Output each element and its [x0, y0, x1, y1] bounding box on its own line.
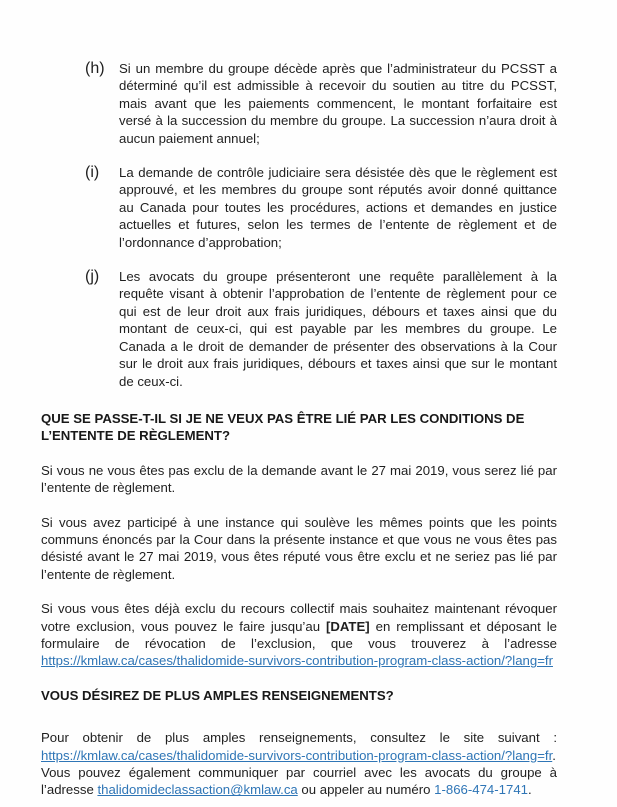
revocation-text-after-date: en remplissant et déposant le formulaire de révocation de l’exclusion, que vous trouverez à l’adresse: [41, 618, 557, 651]
revocation-form-website-link[interactable]: https://kmlaw.ca/cases/thalidomide-survivors-contribution-program-class-action/?lang=fr: [41, 653, 553, 669]
class-counsel-email-link[interactable]: thalidomideclassaction@kmlaw.ca: [97, 782, 298, 798]
clause-j: [41, 268, 557, 390]
revocation-text-before-date: Si vous vous êtes déjà exclu du recours collectif mais souhaitez maintenant révoquer votre exclusion, vous pouvez le faire jusqu’au: [41, 601, 557, 634]
more-info-text-end: .: [528, 782, 532, 798]
settlement-website-link[interactable]: https://kmlaw.ca/cases/thalidomide-survivors-contribution-program-class-action/?lang=fr: [41, 747, 553, 763]
paragraph-bound-by-settlement: Si vous ne vous êtes pas exclu de la demande avant le 27 mai 2019, vous serez lié par l’entente de règlement.: [41, 462, 557, 496]
clause-h-text: Si un membre du groupe décède après que l’administrateur du PCSST a déterminé qu’il est admissible à recevoir du soutien au titre du PCSST, mais avant que les paiements commencent, le montant forfaitaire est versé à la succession du membre du groupe. La succession n’aura droit à aucun paiement annuel;: [119, 61, 557, 146]
paragraph-more-info: [41, 729, 557, 799]
more-info-text-after-email: ou appeler au numéro: [297, 782, 435, 798]
more-info-text-intro: Pour obtenir de plus amples renseignements, consultez le site suivant :: [41, 730, 557, 746]
paragraph-revocation: [41, 600, 557, 670]
paragraph-parallel-proceeding: Si vous avez participé à une instance qui soulève les mêmes points que les points communs énoncés par la Cour dans la présente instance et que vous ne vous êtes pas désisté avant le 27 mai 2019, vous êtes réputé vous être exclu et ne seriez pas lié par l’entente de règlement.: [41, 514, 557, 582]
clause-h: [41, 60, 557, 147]
phone-number[interactable]: 1-866-474-1741: [434, 782, 528, 798]
date-placeholder: [DATE]: [325, 618, 370, 634]
more-info-text-after-link: . Vous pouvez également communiquer par courriel avec les avocats du groupe à l’adresse: [41, 747, 557, 798]
clause-j-text: Les avocats du groupe présenteront une requête parallèlement à la requête visant à obtenir l’approbation de l’entente de règlement pour ce qui est de leur droit aux frais juridiques, débours et taxes ainsi que du montant de ceux-ci, qui est payable par les membres du groupe. Le Canada a le droit de demander de présenter des observations à la Cour sur le droit aux frais juridiques, débours et taxes ainsi que sur le montant de ceux-ci.: [119, 269, 557, 389]
heading-opt-out: QUE SE PASSE-T-IL SI JE NE VEUX PAS ÊTRE LIÉ PAR LES CONDITIONS DE L’ENTENTE DE RÈGLEMENT?: [41, 410, 525, 444]
clause-h-label: (h): [85, 60, 105, 77]
heading-more-info: VOUS DÉSIREZ DE PLUS AMPLES RENSEIGNEMENTS?: [41, 687, 394, 703]
clause-i-text: La demande de contrôle judiciaire sera désistée dès que le règlement est approuvé, et les membres du groupe sont réputés avoir donné quittance au Canada pour toutes les procédures, actions et demandes en justice actuelles et futures, selon les termes de l’entente de règlement et de l’ordonnance d’approbation;: [119, 165, 557, 250]
document-content: [41, 60, 557, 807]
clause-j-label: (j): [85, 268, 100, 286]
clause-i-label: (i): [85, 164, 100, 182]
clause-i: [41, 164, 557, 251]
